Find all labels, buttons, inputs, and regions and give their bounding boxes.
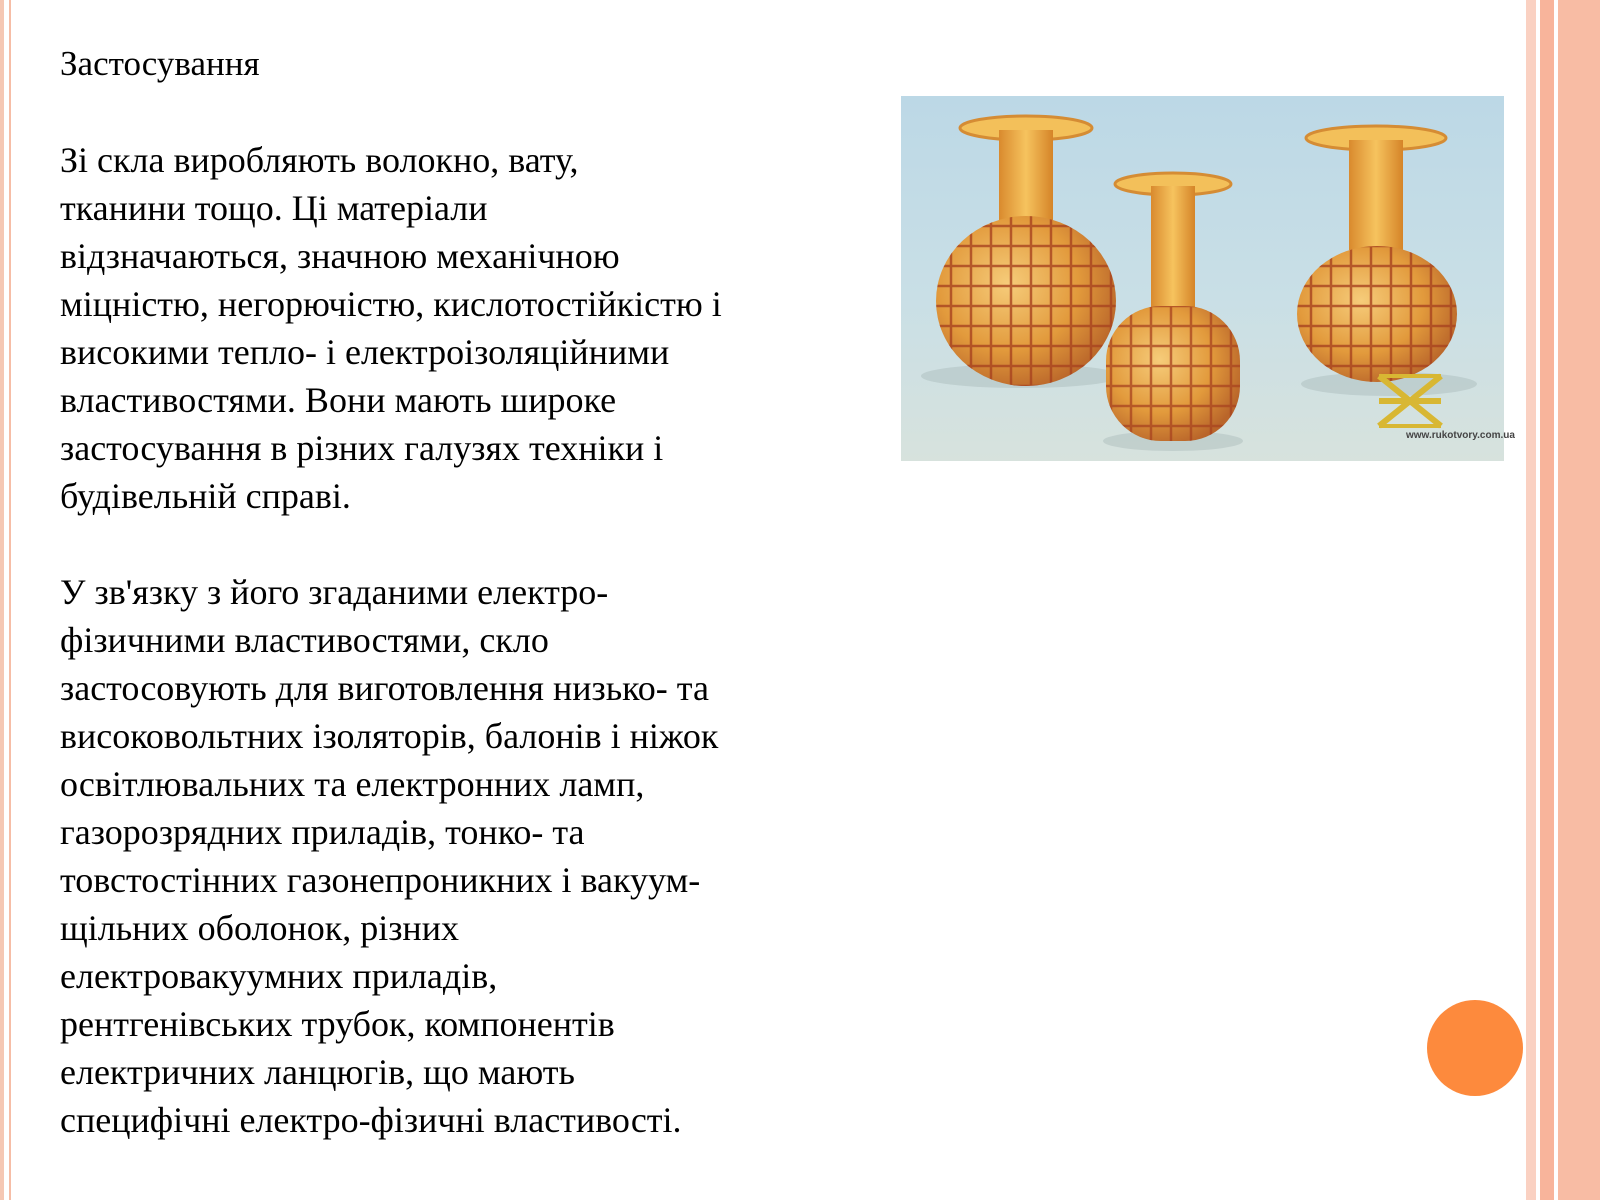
text-line: товстостінних газонепроникних і вакуум- — [60, 860, 701, 900]
text-line: рентгенівських трубок, компонентів — [60, 1004, 615, 1044]
accent-dot — [1427, 1000, 1523, 1096]
glass-vases-illustration — [901, 96, 1515, 461]
right-border-band — [1558, 0, 1600, 1200]
text-line: специфічні електро-фізичні властивості. — [60, 1100, 682, 1140]
spacer — [60, 520, 910, 568]
glass-vases-photo — [901, 96, 1515, 461]
text-line: тканини тощо. Ці матеріали — [60, 188, 488, 228]
slide-text — [60, 40, 910, 1144]
text-line: щільних оболонок, різних — [60, 908, 459, 948]
paragraph-electrical — [60, 568, 910, 1144]
slide-heading: Застосування — [60, 44, 260, 83]
text-line: високими тепло- і електроізоляційними — [60, 332, 670, 372]
text-line: міцністю, негорючістю, кислотостійкістю і — [60, 284, 722, 324]
text-line: високовольтних ізоляторів, балонів і ніжок — [60, 716, 719, 756]
text-line: застосування в різних галузях техніки і — [60, 428, 664, 468]
text-line: відзначаються, значною механічною — [60, 236, 620, 276]
text-line: Зі скла виробляють волокно, вату, — [60, 140, 579, 180]
text-line: електровакуумних приладів, — [60, 956, 498, 996]
text-line: фізичними властивостями, скло — [60, 620, 549, 660]
text-line: будівельній справі. — [60, 476, 351, 516]
watermark-text: www.rukotvory.com.ua — [1406, 430, 1515, 441]
left-border-outer — [0, 0, 4, 1200]
text-line: застосовують для виготовлення низько- та — [60, 668, 709, 708]
text-line: властивостями. Вони мають широке — [60, 380, 617, 420]
text-line: електричних ланцюгів, що мають — [60, 1052, 575, 1092]
text-line: освітлювальних та електронних ламп, — [60, 764, 645, 804]
vase-left — [921, 116, 1121, 388]
text-line: газорозрядних приладів, тонко- та — [60, 812, 585, 852]
spacer — [60, 88, 910, 136]
paragraph-fiberglass — [60, 136, 910, 520]
left-border-inner — [9, 0, 11, 1200]
right-border-stripe — [1540, 0, 1554, 1200]
vase-right — [1297, 126, 1477, 396]
vase-middle — [1103, 173, 1243, 451]
text-line: У зв'язку з його згаданими електро- — [60, 572, 609, 612]
right-border-stripe — [1526, 0, 1536, 1200]
